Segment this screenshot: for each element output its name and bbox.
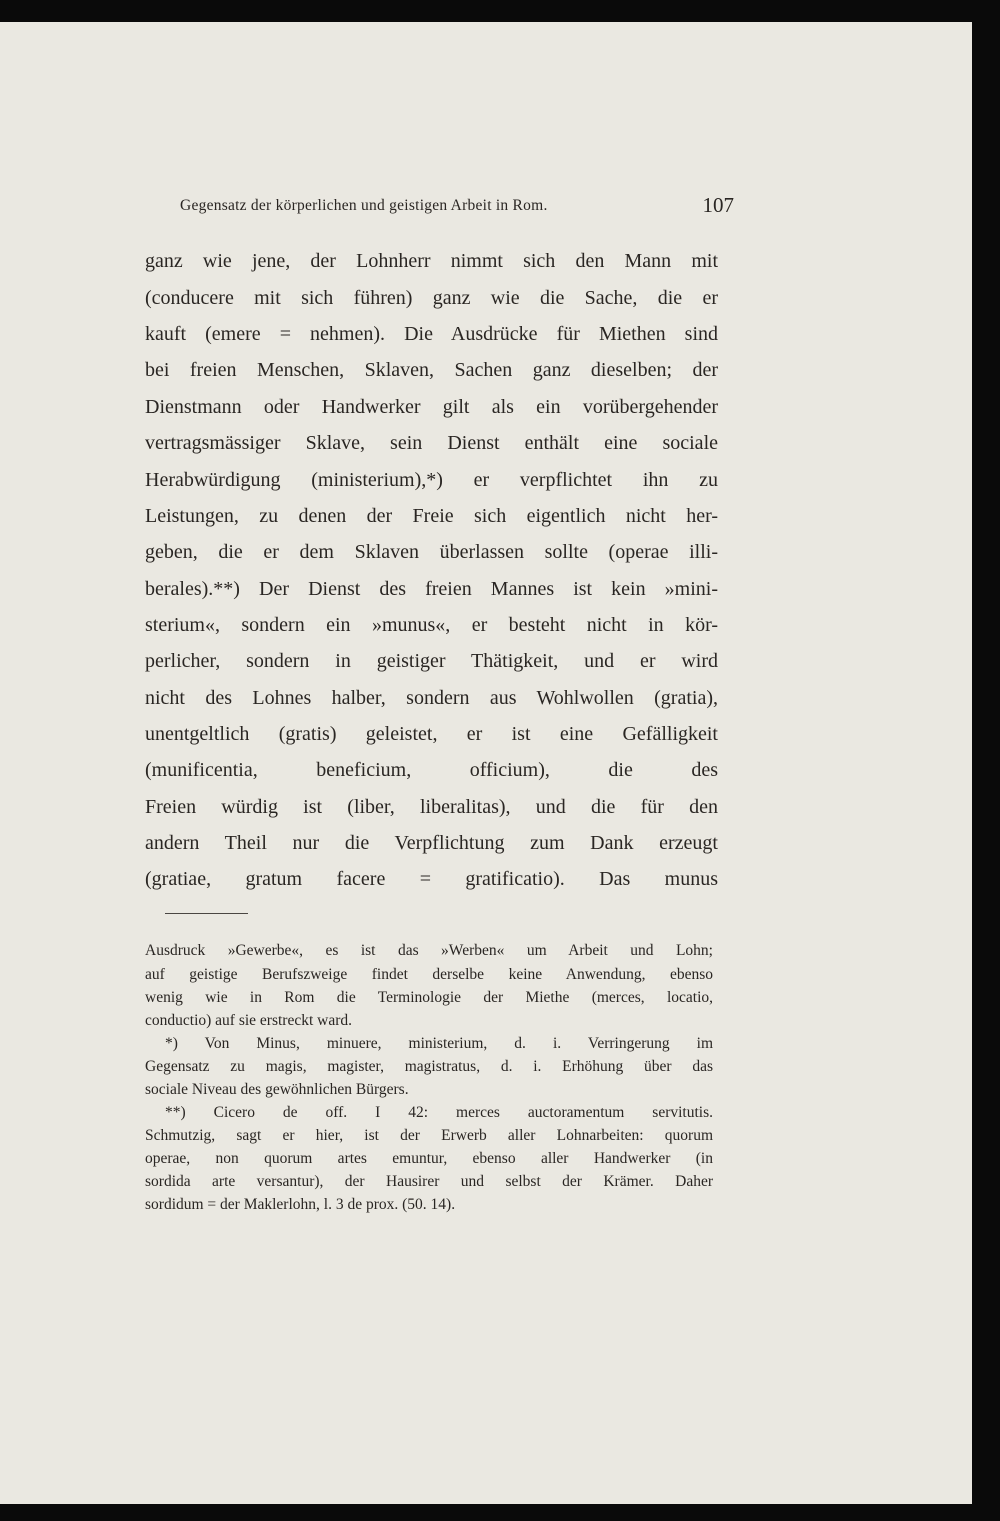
footnote-line: Schmutzig, sagt er hier, ist der Erwerb aller Lohnarbeiten: quorum <box>145 1127 713 1144</box>
body-line: sterium«, sondern ein »munus«, er besteht nicht in kör- <box>145 614 718 636</box>
running-head <box>180 195 740 225</box>
footnote-line: **) Cicero de off. I 42: merces auctoramentum servitutis. <box>165 1104 713 1121</box>
body-line: nicht des Lohnes halber, sondern aus Wohlwollen (gratia), <box>145 687 718 709</box>
footnote-line: sordidum = der Maklerlohn, l. 3 de prox. (50. 14). <box>145 1196 456 1213</box>
body-line: perlicher, sondern in geistiger Thätigkeit, und er wird <box>145 650 718 672</box>
body-line: bei freien Menschen, Sklaven, Sachen ganz dieselben; der <box>145 359 718 381</box>
footnote-line: Ausdruck »Gewerbe«, es ist das »Werben« um Arbeit und Lohn; <box>145 942 713 959</box>
body-line: berales).**) Der Dienst des freien Mannes ist kein »mini- <box>145 578 718 600</box>
body-line: (gratiae, gratum facere = gratificatio). Das munus <box>145 868 718 890</box>
footnote-line: wenig wie in Rom die Terminologie der Miethe (merces, locatio, <box>145 989 713 1006</box>
body-line: Freien würdig ist (liber, liberalitas), und die für den <box>145 796 718 818</box>
body-line: vertragsmässiger Sklave, sein Dienst enthält eine sociale <box>145 432 718 454</box>
body-line: geben, die er dem Sklaven überlassen sollte (operae illi- <box>145 541 718 563</box>
body-line: Herabwürdigung (ministerium),*) er verpflichtet ihn zu <box>145 469 718 491</box>
body-line: kauft (emere = nehmen). Die Ausdrücke für Miethen sind <box>145 323 718 345</box>
footnote-line: conductio) auf sie erstreckt ward. <box>145 1012 353 1029</box>
footnote-line: auf geistige Berufszweige findet derselbe keine Anwendung, ebenso <box>145 966 713 983</box>
footnote-line: operae, non quorum artes emuntur, ebenso aller Handwerker (in <box>145 1150 713 1167</box>
running-title: Gegensatz der körperlichen und geistigen Arbeit in Rom. <box>180 197 548 214</box>
footnote-line: Gegensatz zu magis, magister, magistratus, d. i. Erhöhung über das <box>145 1058 713 1075</box>
footnote-line: sordida arte versantur), der Hausirer und selbst der Krämer. Daher <box>145 1173 713 1190</box>
footnote-rule <box>165 913 248 914</box>
body-line: andern Theil nur die Verpflichtung zum Dank erzeugt <box>145 832 718 854</box>
footnote-line: *) Von Minus, minuere, ministerium, d. i. Verringerung im <box>165 1035 713 1052</box>
body-line: ganz wie jene, der Lohnherr nimmt sich den Mann mit <box>145 250 718 272</box>
body-line: (conducere mit sich führen) ganz wie die Sache, die er <box>145 287 718 309</box>
body-line: unentgeltlich (gratis) geleistet, er ist eine Gefälligkeit <box>145 723 718 745</box>
page-number: 107 <box>702 193 734 217</box>
body-line: (munificentia, beneficium, officium), die des <box>145 759 718 781</box>
body-line: Dienstmann oder Handwerker gilt als ein vorübergehender <box>145 396 718 418</box>
body-line: Leistungen, zu denen der Freie sich eigentlich nicht her- <box>145 505 718 527</box>
footnote-line: sociale Niveau des gewöhnlichen Bürgers. <box>145 1081 409 1098</box>
